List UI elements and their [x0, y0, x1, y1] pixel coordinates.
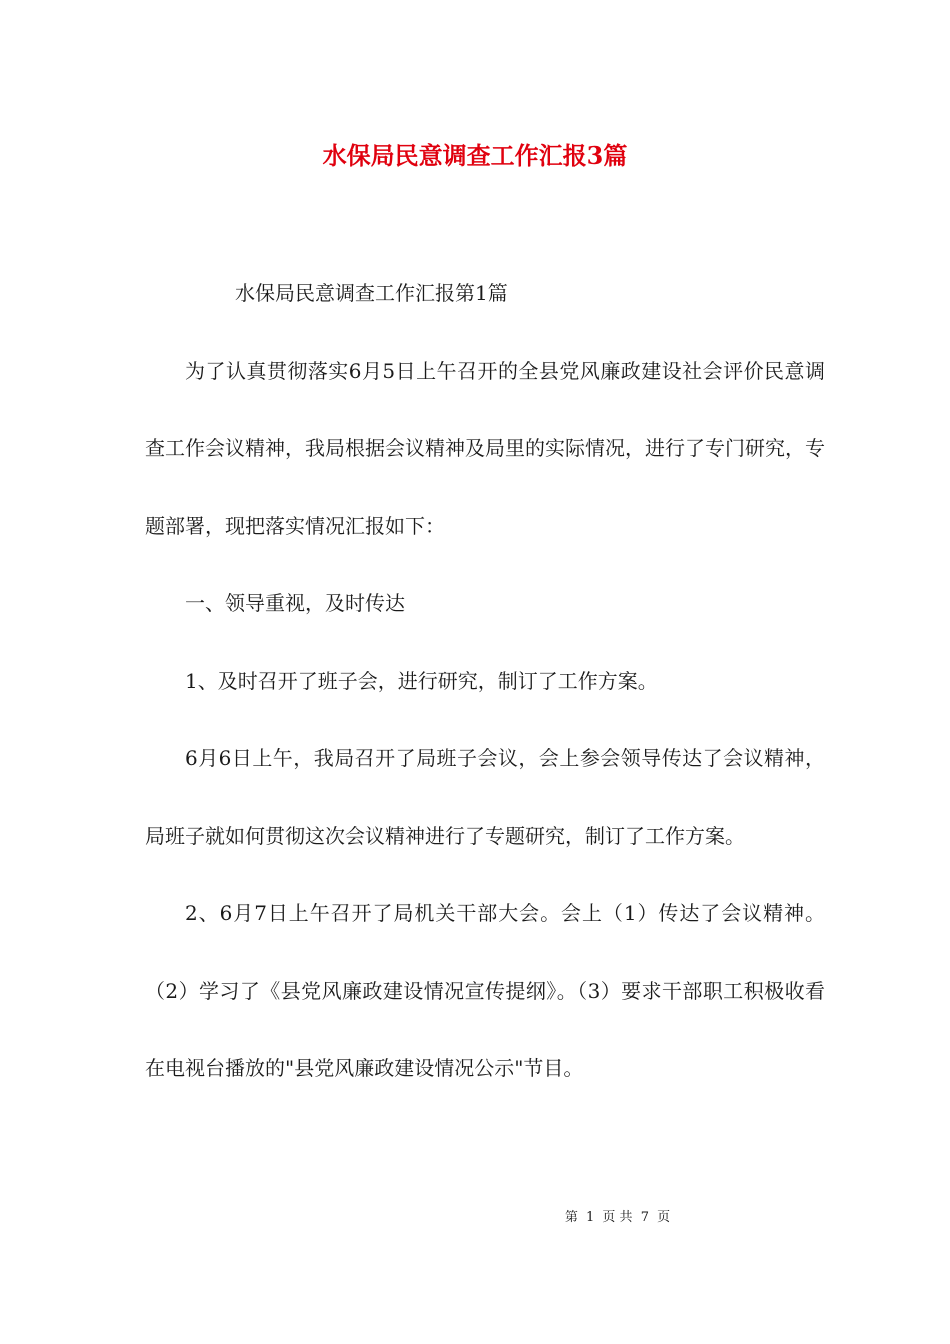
- section-subtitle: 水保局民意调查工作汇报第1篇: [235, 281, 508, 305]
- paragraph-item-2: 2、6月7日上午召开了局机关干部大会。会上（1）传达了会议精神。（2）学习了《县党风廉政建设情况宣传提纲》。（3）要求干部职工积极收看在电视台播放的"县党风廉政建设情况公示"节目。: [145, 901, 825, 1080]
- footer-middle: 页 共: [602, 1210, 633, 1225]
- paragraph-intro: 为了认真贯彻落实6月5日上午召开的全县党风廉政建设社会评价民意调查工作会议精神，我局根据会议精神及局里的实际情况，进行了专门研究，专题部署，现把落实情况汇报如下：: [145, 358, 825, 538]
- document-body: [145, 255, 825, 1108]
- paragraph-item-1: 1、及时召开了班子会，进行研究，制订了工作方案。: [185, 668, 658, 693]
- paragraph-heading-1: 一、领导重视，及时传达: [185, 591, 405, 615]
- paragraph-item-1-detail: 6月6日上午，我局召开了局班子会议，会上参会领导传达了会议精神，局班子就如何贯彻这次会议精神进行了专题研究，制订了工作方案。: [145, 746, 825, 848]
- footer-current-page: 1: [586, 1210, 595, 1225]
- page-footer: [0, 1208, 950, 1228]
- footer-total-pages: 7: [640, 1210, 649, 1225]
- footer-suffix: 页: [657, 1210, 671, 1225]
- footer-prefix: 第: [564, 1210, 578, 1225]
- document-title: 水保局民意调查工作汇报3篇: [322, 141, 628, 170]
